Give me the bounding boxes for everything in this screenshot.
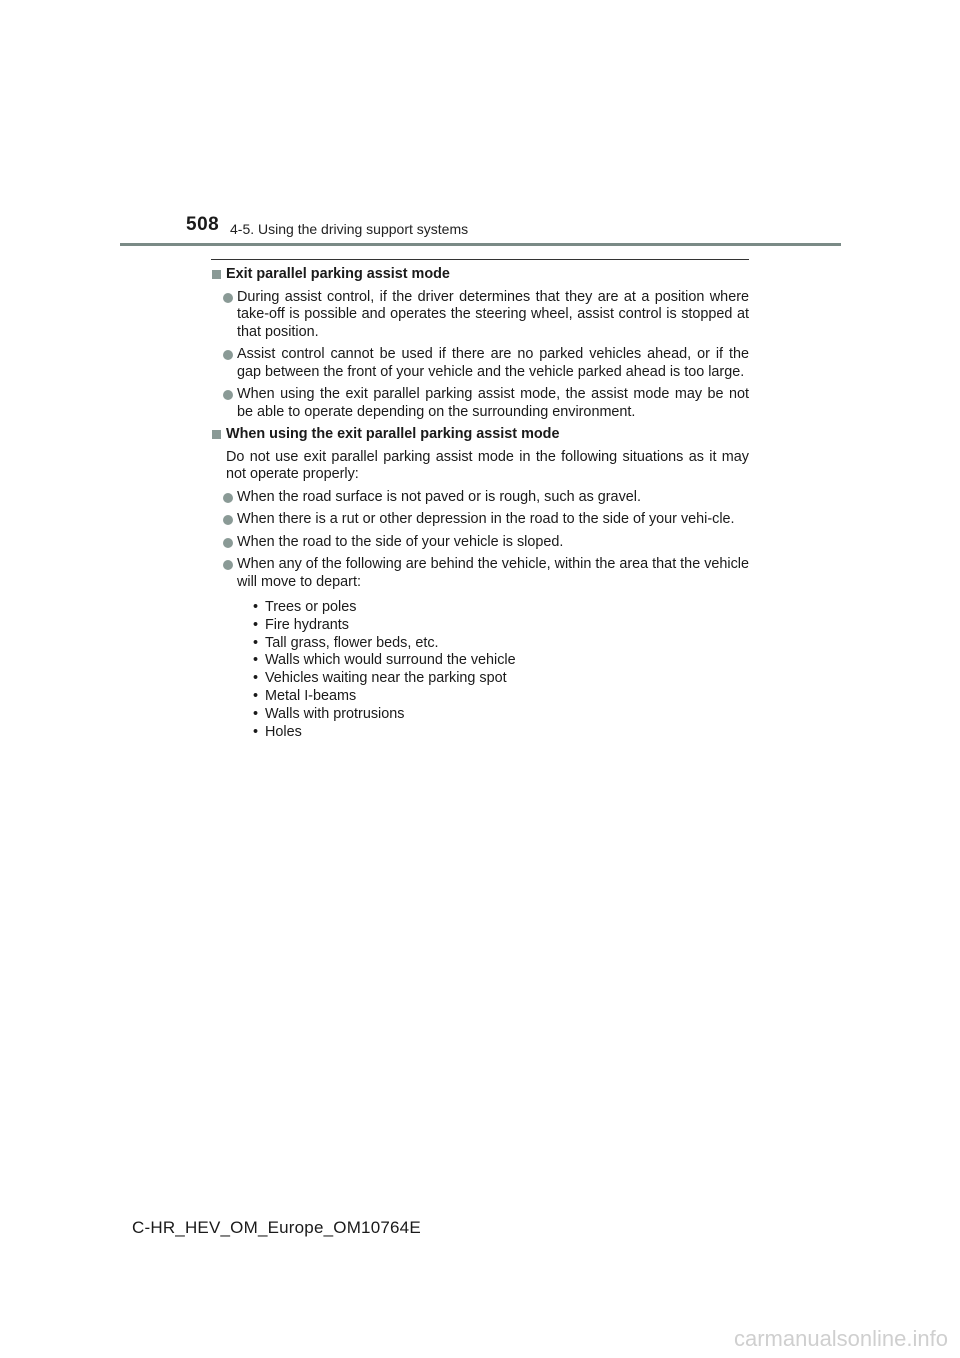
list-item-text: When any of the following are behind the vehicle, within the area that the vehicle will move to depart: — [237, 556, 749, 590]
sub-list-item-text: Fire hydrants — [265, 616, 349, 633]
dot-marker: • — [253, 634, 259, 651]
list-item-text: Assist control cannot be used if there are no parked vehicles ahead, or if the gap between the front of your vehicle and the vehicle parked ahead is too large. — [237, 346, 749, 380]
content-rule — [211, 259, 749, 260]
list-item-text: When using the exit parallel parking assist mode, the assist mode may be not be able to operate depending on the surrounding environment. — [237, 386, 749, 420]
intro-paragraph: Do not use exit parallel parking assist mode in the following situations as it may not operate properly: — [226, 448, 749, 482]
circle-bullet-icon — [223, 293, 233, 303]
dot-marker: • — [253, 670, 259, 687]
sub-list-item-text: Walls which would surround the vehicle — [265, 652, 516, 669]
sub-list-item — [253, 688, 749, 706]
sub-list-item-text: Walls with protrusions — [265, 705, 405, 722]
list-item-text: During assist control, if the driver determines that they are at a position where take-off is possible and operates the steering wheel, assist control is stopped at that position. — [237, 288, 749, 340]
sub-list-item-text: Trees or poles — [265, 599, 357, 615]
list-item — [211, 534, 749, 552]
circle-bullet-icon — [223, 390, 233, 400]
sub-list-item — [253, 652, 749, 670]
dot-marker: • — [253, 723, 259, 740]
sub-list-item — [253, 706, 749, 724]
dot-marker: • — [253, 599, 259, 615]
list-item-text — [237, 556, 749, 741]
dot-marker: • — [253, 616, 259, 633]
section-heading — [211, 426, 749, 444]
circle-bullet-icon — [223, 350, 233, 360]
square-bullet-icon — [212, 430, 221, 439]
sub-list-item — [253, 599, 749, 617]
dot-marker: • — [253, 705, 259, 722]
page-number: 508 — [186, 214, 220, 235]
sub-list-item — [253, 635, 749, 653]
sub-list — [237, 599, 749, 741]
square-bullet-icon — [212, 270, 221, 279]
watermark[interactable]: carmanualsonline.info — [733, 1326, 948, 1351]
page-content — [211, 266, 749, 746]
sub-list-item — [253, 724, 749, 742]
section-heading — [211, 266, 749, 284]
header-rule — [120, 243, 841, 246]
section-title: 4-5. Using the driving support systems — [230, 221, 469, 237]
list-item — [211, 289, 749, 342]
sub-list-item-text: Vehicles waiting near the parking spot — [265, 670, 507, 687]
sub-list-item-text: Holes — [265, 723, 302, 740]
dot-marker: • — [253, 652, 259, 669]
heading-text: Exit parallel parking assist mode — [226, 266, 450, 282]
list-item — [211, 386, 749, 421]
dot-marker: • — [253, 687, 259, 704]
list-item — [211, 511, 749, 529]
sub-list-item-text: Metal I-beams — [265, 687, 357, 704]
list-item — [211, 556, 749, 741]
list-item-text: When the road to the side of your vehicle is sloped. — [237, 533, 564, 550]
heading-text: When using the exit parallel parking assist mode — [226, 426, 560, 442]
sub-list-item — [253, 670, 749, 688]
sub-list-item-text: Tall grass, flower beds, etc. — [265, 634, 439, 651]
document-code: C-HR_HEV_OM_Europe_OM10764E — [132, 1218, 421, 1237]
circle-bullet-icon — [223, 515, 233, 525]
circle-bullet-icon — [223, 493, 233, 503]
sub-list-item — [253, 617, 749, 635]
circle-bullet-icon — [223, 560, 233, 570]
circle-bullet-icon — [223, 538, 233, 548]
list-item — [211, 346, 749, 381]
list-item-text: When there is a rut or other depression in the road to the side of your vehi-cle. — [237, 511, 735, 527]
list-item-text: When the road surface is not paved or is rough, such as gravel. — [237, 488, 641, 505]
list-item — [211, 489, 749, 507]
